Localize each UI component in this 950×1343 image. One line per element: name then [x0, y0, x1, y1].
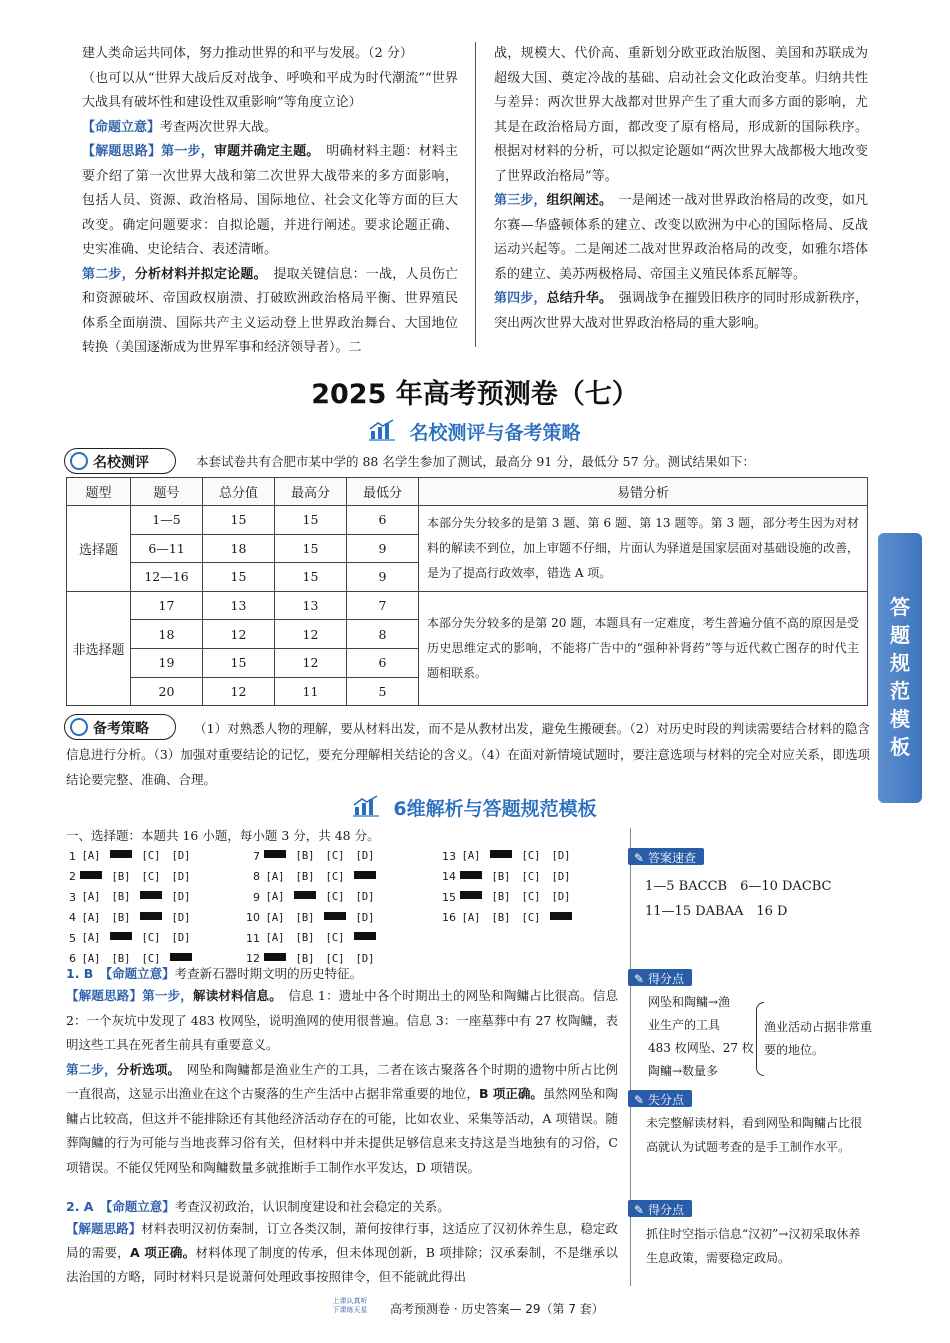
- answer-bubble-filled: [136, 912, 166, 924]
- tag-label: 【命题立意】: [106, 1199, 175, 1214]
- answer-bubble-filled: [106, 850, 136, 862]
- paragraph: [494, 189, 868, 287]
- table-cell: 13: [275, 591, 347, 620]
- question-number: 12: [246, 952, 260, 966]
- label-text: 答案速查: [648, 851, 697, 865]
- answer-bubble-filled: [106, 932, 136, 944]
- tag-label: 【命题立意】: [105, 966, 175, 981]
- answer-bubble: [C]: [521, 850, 541, 863]
- answer-bubble: [B]: [111, 952, 131, 965]
- step-title: 组织阐述。: [546, 193, 606, 208]
- answer-row: [62, 867, 196, 888]
- answer-bubble-filled: [76, 871, 106, 883]
- paragraph: [66, 964, 618, 984]
- question-number: 16: [442, 911, 456, 925]
- map-line: 陶鳙→数量多: [648, 1064, 719, 1078]
- answer-bubble: [A]: [81, 891, 101, 904]
- mc-heading: 一、选择题：本题共 16 小题，每小题 3 分，共 48 分。: [66, 828, 380, 843]
- answer-bubble-filled: [456, 871, 486, 883]
- step-label: 第三步，: [494, 193, 547, 208]
- answer-row: [442, 846, 576, 867]
- answer-grid-1: [62, 846, 196, 969]
- table-row: [67, 506, 868, 535]
- answer-bubble: [C]: [141, 870, 161, 883]
- section-title-text: 名校测评与备考策略: [409, 422, 581, 444]
- answer-row: [442, 887, 576, 908]
- table-cell: 15: [203, 506, 275, 535]
- answer-bubble: [D]: [551, 870, 571, 883]
- step-text: 材料体现了制度的传承，但未体现创新，B 项排除；汉承秦制，不是继承以法治国的方略，同时材料只是说萧何处理政事按照律令，但不能就此得出: [66, 1245, 618, 1284]
- answer-bubble: [D]: [171, 911, 191, 924]
- answer-row: [246, 928, 380, 949]
- strategy-text: （1）对熟悉人物的理解，要从材料出发，而不是从教材出发，避免生搬硬套。（2）对历史时段的判读需要结合材料的隐含信息进行分析。（3）加强对重要结论的记忆，要充分理解相关结论的含义。（4）在面对新情境试题时，要注意选项与材料的完全对应关系，即选项结论要完整、准确、合理。: [66, 721, 870, 787]
- label-text: 得分点: [648, 1203, 685, 1217]
- map-line: 业生产的工具: [648, 1018, 721, 1032]
- answer-bubble: [B]: [295, 952, 315, 965]
- q2-explanation: [66, 1197, 618, 1289]
- answer-row: [62, 928, 196, 949]
- paragraph: 战，规模大、代价高、重新划分欧亚政治版图、美国和苏联成为超级大国、奠定冷战的基础、启动社会文化政治变革。归纳共性与差异：两次世界大战都对世界产生了重大而多方面的影响，尤其是在政治格局方面，都改变了原有格局，形成新的国际秩序。根据对材料的分析，可以拟定论题如“两次世界大战都极大地改变了世界政治格局”等。: [494, 46, 868, 184]
- answer-bubble-filled: [260, 953, 290, 965]
- table-cell: 6: [347, 506, 419, 535]
- question-number: 8: [253, 870, 260, 884]
- map-line: 网坠和陶鳙→渔: [648, 995, 731, 1009]
- step-text: 强调战争在摧毁旧秩序的同时形成新秩序，突出两次世界大战对世界政治格局的重大影响。: [494, 291, 868, 331]
- column-divider: [475, 42, 476, 347]
- answer-row: [62, 887, 196, 908]
- error-analysis: 本部分失分较多的是第 3 题、第 6 题、第 13 题等。第 3 题，部分考生因为对材料的解读不到位，加上审题不仔细，片面认为驿道是国家层面对基础设施的改善，是为了提高行政效率，错选 A 项。: [419, 506, 868, 592]
- answer-bubble: [D]: [171, 891, 191, 904]
- answer-bubble: [B]: [491, 911, 511, 924]
- answer-check-line: 11—15 DABAA 16 D: [645, 904, 788, 919]
- answer-row: [246, 908, 380, 929]
- section-title-analysis: [0, 794, 950, 822]
- table-row: [67, 591, 868, 620]
- question-number: 1: [69, 849, 76, 863]
- answer-bubble: [B]: [111, 870, 131, 883]
- answer-bubble: [D]: [355, 850, 375, 863]
- question-type: 非选择题: [67, 591, 131, 705]
- section-title-evaluation: [0, 418, 950, 446]
- question-number: 7: [253, 849, 260, 863]
- answer-bubble-filled: [166, 953, 196, 965]
- step-text: 虽然网坠和陶鳙占比较高，但这并不能排除还有其他经济活动存在的可能，比如农业、采集等活动，A 项错误。随葬陶鳙的行为可能与当地丧葬习俗有关，但材料中并未提供足够信息来支持这是当地独有的习俗，C 项错误。不能仅凭网坠和陶鳙数量多就推断手工制作水平发达，D 项错误。: [66, 1086, 618, 1175]
- step-text: 一是阐述一战对世界政治格局的改变，如凡尔赛—华盛顿体系的建立、改变以欧洲为中心的国际格局、反战运动兴起等。二是阐述二战对世界政治格局的改变，如雅尔塔体系的建立、美苏两极格局、帝国主义殖民体系瓦解等。: [494, 193, 868, 282]
- q1-explanation: [66, 964, 618, 1180]
- answer-bubble: [B]: [295, 911, 315, 924]
- answer-bubble: [B]: [111, 891, 131, 904]
- paragraph: （也可以从“世界大战后反对战争、呼唤和平成为时代潮流”“世界大战具有破坏性和建设性双重影响”等角度立论）: [82, 70, 458, 110]
- answer-bubble: [A]: [81, 911, 101, 924]
- table-cell: 15: [275, 506, 347, 535]
- answer-bubble: [C]: [141, 850, 161, 863]
- tag-label: 【命题立意】: [82, 119, 161, 135]
- score-point-left: [648, 991, 758, 1083]
- answer-grid-2: [246, 846, 380, 969]
- tag-label: 【解题思路】: [66, 988, 143, 1003]
- tag-text: 考查两次世界大战。: [160, 119, 278, 135]
- score-table: [66, 477, 868, 706]
- answer-bubble: [B]: [491, 891, 511, 904]
- score-point-label: [628, 1200, 692, 1217]
- logo-text: 上课认真听: [332, 1297, 368, 1305]
- answer-bubble: [A]: [81, 952, 101, 965]
- answer-bubble: [C]: [325, 850, 345, 863]
- table-cell: 15: [275, 563, 347, 592]
- answer-row: [246, 887, 380, 908]
- answer-bubble: [D]: [551, 891, 571, 904]
- paragraph: [82, 263, 458, 361]
- question-number: 9: [253, 890, 260, 904]
- answer-bubble-filled: [546, 912, 576, 924]
- answer-bubble: [A]: [461, 850, 481, 863]
- answer-bubble: [A]: [265, 891, 285, 904]
- answer-bubble: [D]: [355, 952, 375, 965]
- tag-text: 考查新石器时期文明的历史特征。: [174, 966, 363, 981]
- question-number: 14: [442, 870, 456, 884]
- question-type: 选择题: [67, 506, 131, 592]
- question-number: 2: [69, 870, 76, 884]
- paragraph: [82, 116, 458, 141]
- question-number: 1. B: [66, 966, 94, 981]
- pen-icon: ✎: [634, 972, 645, 986]
- answer-row: [62, 908, 196, 929]
- step-title: 解读材料信息。: [193, 988, 276, 1003]
- answer-bubble: [A]: [265, 870, 285, 883]
- correct-option: B 项正确。: [478, 1086, 543, 1101]
- table-cell: 15: [275, 534, 347, 563]
- column-header: 易错分析: [419, 478, 868, 506]
- table-cell: 12: [275, 620, 347, 649]
- answer-bubble: [C]: [325, 891, 345, 904]
- answer-bubble: [D]: [355, 911, 375, 924]
- answer-bubble: [B]: [295, 932, 315, 945]
- answer-row: [62, 846, 196, 867]
- answer-bubble: [A]: [265, 932, 285, 945]
- question-number: 6: [69, 952, 76, 966]
- paragraph: [82, 140, 458, 263]
- paragraph: [66, 1197, 618, 1217]
- answer-bubble: [B]: [295, 870, 315, 883]
- step-label: 第一步，: [142, 988, 193, 1003]
- table-cell: 15: [203, 563, 275, 592]
- answer-bubble-filled: [456, 891, 486, 903]
- answer-bubble-filled: [136, 891, 166, 903]
- tag-text: 备考策略: [93, 721, 149, 737]
- table-cell: 18: [203, 534, 275, 563]
- step-label: 第二步，: [82, 266, 135, 282]
- label-text: 失分点: [648, 1093, 685, 1107]
- column-header: 最高分: [275, 478, 347, 506]
- answer-bubble-filled: [320, 912, 350, 924]
- table-cell: 7: [347, 591, 419, 620]
- question-number: 13: [442, 849, 456, 863]
- answer-bubble: [D]: [171, 870, 191, 883]
- table-cell: 18: [131, 620, 203, 649]
- pen-icon: ✎: [634, 851, 645, 865]
- answer-bubble: [A]: [81, 850, 101, 863]
- answer-bubble: [B]: [491, 870, 511, 883]
- table-cell: 20: [131, 677, 203, 706]
- step-label: 第二步，: [66, 1061, 117, 1077]
- brace-icon: [756, 1002, 764, 1076]
- page-title: 2025 年高考预测卷（七）: [311, 379, 639, 410]
- answer-bubble: [C]: [325, 952, 345, 965]
- answer-bubble: [D]: [171, 932, 191, 945]
- answer-bubble-filled: [350, 932, 380, 944]
- table-cell: 12: [203, 677, 275, 706]
- chart-icon: [353, 795, 379, 822]
- answer-bubble-filled: [290, 891, 320, 903]
- score-point-right: 渔业活动占据非常重要的地位。: [764, 1020, 873, 1057]
- question-number: 5: [69, 931, 76, 945]
- answer-check-line: 1—5 BACCB 6—10 DACBC: [645, 879, 832, 894]
- tag-label: 【解题思路】: [66, 1221, 142, 1236]
- table-cell: 12: [203, 620, 275, 649]
- score-point-label: [628, 969, 692, 986]
- question-number: 3: [69, 890, 76, 904]
- paragraph: [66, 1217, 618, 1289]
- table-header-row: [67, 478, 868, 506]
- step-text: 网坠和陶鳙都是渔业生产的工具，二者在该古聚落各个时期的遗物中所占比例一直很高，这显示出渔业在这个古聚落的生产生活中占据非常重要的地位，: [66, 1061, 618, 1101]
- pen-icon: ✎: [634, 1203, 645, 1217]
- step-label: 第四步，: [494, 291, 547, 306]
- table-cell: 8: [347, 620, 419, 649]
- tag-label: 【解题思路】: [82, 144, 162, 159]
- answer-bubble: [D]: [355, 891, 375, 904]
- answer-row: [442, 867, 576, 888]
- step-label: 第一步，: [161, 144, 214, 159]
- answer-bubble-filled: [350, 871, 380, 883]
- question-number: 4: [69, 911, 76, 925]
- column-divider: [630, 828, 631, 1286]
- table-cell: 6: [347, 648, 419, 677]
- tag-text: 名校测评: [93, 455, 149, 471]
- answer-bubble: [C]: [141, 952, 161, 965]
- answer-row: [246, 867, 380, 888]
- answer-bubble: [A]: [265, 911, 285, 924]
- answer-row: [246, 846, 380, 867]
- column-header: 题号: [131, 478, 203, 506]
- answer-bubble-filled: [486, 850, 516, 862]
- step-text: 信息 1：遗址中各个时期出土的网坠和陶鳙占比很高。信息 2：一个灰坑中发现了 483 枚网坠，说明渔网的使用很普遍。信息 3：一座墓葬中有 27 枚陶鳙，表明这些工具在死者生前具有重要意义。: [66, 988, 618, 1052]
- answer-bubble: [C]: [141, 932, 161, 945]
- side-tab-text: 答题规范模板: [890, 595, 910, 759]
- step-text: 材料表明汉初仿秦制，订立各类汉制，萧何按律行事，这适应了汉初休养生息，稳定政局的需要，: [66, 1221, 618, 1260]
- question-number: 2. A: [66, 1199, 94, 1214]
- section-title-text: 6维解析与答题规范模板: [393, 798, 597, 820]
- question-number: 15: [442, 890, 456, 904]
- paragraph: [66, 1058, 618, 1181]
- table-cell: 1—5: [131, 506, 203, 535]
- answer-bubble-filled: [260, 850, 290, 862]
- table-cell: 12—16: [131, 563, 203, 592]
- label-text: 得分点: [648, 972, 685, 986]
- answer-bubble: [C]: [521, 911, 541, 924]
- evaluation-tag: [64, 448, 176, 474]
- lose-point-text: 未完整解读材料，看到网坠和陶鳙占比很高就认为试题考查的是手工制作水平。: [646, 1116, 863, 1154]
- answer-bubble: [B]: [295, 850, 315, 863]
- table-cell: 11: [275, 677, 347, 706]
- table-cell: 13: [203, 591, 275, 620]
- table-cell: 19: [131, 648, 203, 677]
- table-cell: 5: [347, 677, 419, 706]
- question-number: 11: [246, 931, 260, 945]
- ring-icon: [70, 452, 88, 470]
- top-left-column: [82, 42, 458, 361]
- answer-bubble: [A]: [461, 911, 481, 924]
- footer-logo: [318, 1297, 382, 1315]
- step-title: 审题并确定主题。: [213, 144, 314, 159]
- paragraph: [494, 287, 868, 336]
- step-text: 提取关键信息：一战，人员伤亡和资源破坏、帝国政权崩溃、打破欧洲政治格局平衡、世界殖民体系全面崩溃、国际共产主义运动登上世界政治舞台、大国地位转换（美国逐渐成为世界军事和经济领导者）。二: [82, 266, 458, 355]
- table-cell: 9: [347, 534, 419, 563]
- tag-text: 考查汉初政治，认识制度建设和社会稳定的关系。: [174, 1199, 450, 1214]
- paragraph: 建人类命运共同体，努力推动世界的和平与发展。（2 分）: [82, 46, 413, 61]
- answer-bubble: [C]: [521, 870, 541, 883]
- correct-option: A 项正确。: [129, 1245, 196, 1260]
- table-cell: 6—11: [131, 534, 203, 563]
- table-cell: 15: [203, 648, 275, 677]
- column-header: 题型: [67, 478, 131, 506]
- side-tab: [878, 533, 922, 803]
- answer-bubble: [A]: [81, 932, 101, 945]
- table-cell: 17: [131, 591, 203, 620]
- step-text: 明确材料主题：材料主要介绍了第一次世界大战和第二次世界大战带来的多方面影响，包括人员、资源、政治格局、国际地位、社会文化等方面的巨大改变。确定问题要求：自拟论题，并进行阐述。要求论题正确、史实准确、史论结合、表述清晰。: [82, 144, 458, 257]
- step-title: 总结升华。: [546, 291, 606, 306]
- top-right-column: [494, 42, 868, 336]
- map-line: 483 枚网坠、27 枚: [648, 1041, 754, 1055]
- lose-point-label: [628, 1090, 692, 1107]
- column-header: 最低分: [347, 478, 419, 506]
- answer-grid-3: [442, 846, 576, 928]
- answer-bubble: [B]: [111, 911, 131, 924]
- score-point-text: 抓住时空指示信息“汉初”→汉初采取休养生息政策，需要稳定政局。: [646, 1227, 861, 1265]
- paragraph: [66, 984, 618, 1058]
- table-cell: 9: [347, 563, 419, 592]
- error-analysis: 本部分失分较多的是第 20 题，本题具有一定难度，考生普遍分值不高的原因是受历史思维定式的影响，不能将广告中的“强种补肾药”等与近代救亡图存的时代主题相联系。: [419, 591, 868, 705]
- footer-text: 高考预测卷 · 历史答案— 29（第 7 套）: [390, 1302, 604, 1316]
- chart-icon: [369, 419, 395, 446]
- logo-text: 下课练天星: [332, 1306, 368, 1314]
- answer-bubble: [C]: [325, 932, 345, 945]
- step-title: 分析材料并拟定论题。: [134, 266, 261, 282]
- answer-check-label: [628, 848, 704, 865]
- answer-bubble: [D]: [551, 850, 571, 863]
- evaluation-intro: 本套试卷共有合肥市某中学的 88 名学生参加了测试，最高分 91 分，最低分 57 分。测试结果如下：: [196, 454, 756, 469]
- answer-bubble: [D]: [171, 850, 191, 863]
- answer-row: [442, 908, 576, 929]
- answer-bubble: [C]: [325, 870, 345, 883]
- answer-check-list: [645, 874, 832, 924]
- column-header: 总分值: [203, 478, 275, 506]
- step-title: 分析选项。: [116, 1061, 174, 1077]
- question-number: 10: [246, 911, 260, 925]
- pen-icon: ✎: [634, 1093, 645, 1107]
- answer-bubble: [C]: [521, 891, 541, 904]
- table-cell: 12: [275, 648, 347, 677]
